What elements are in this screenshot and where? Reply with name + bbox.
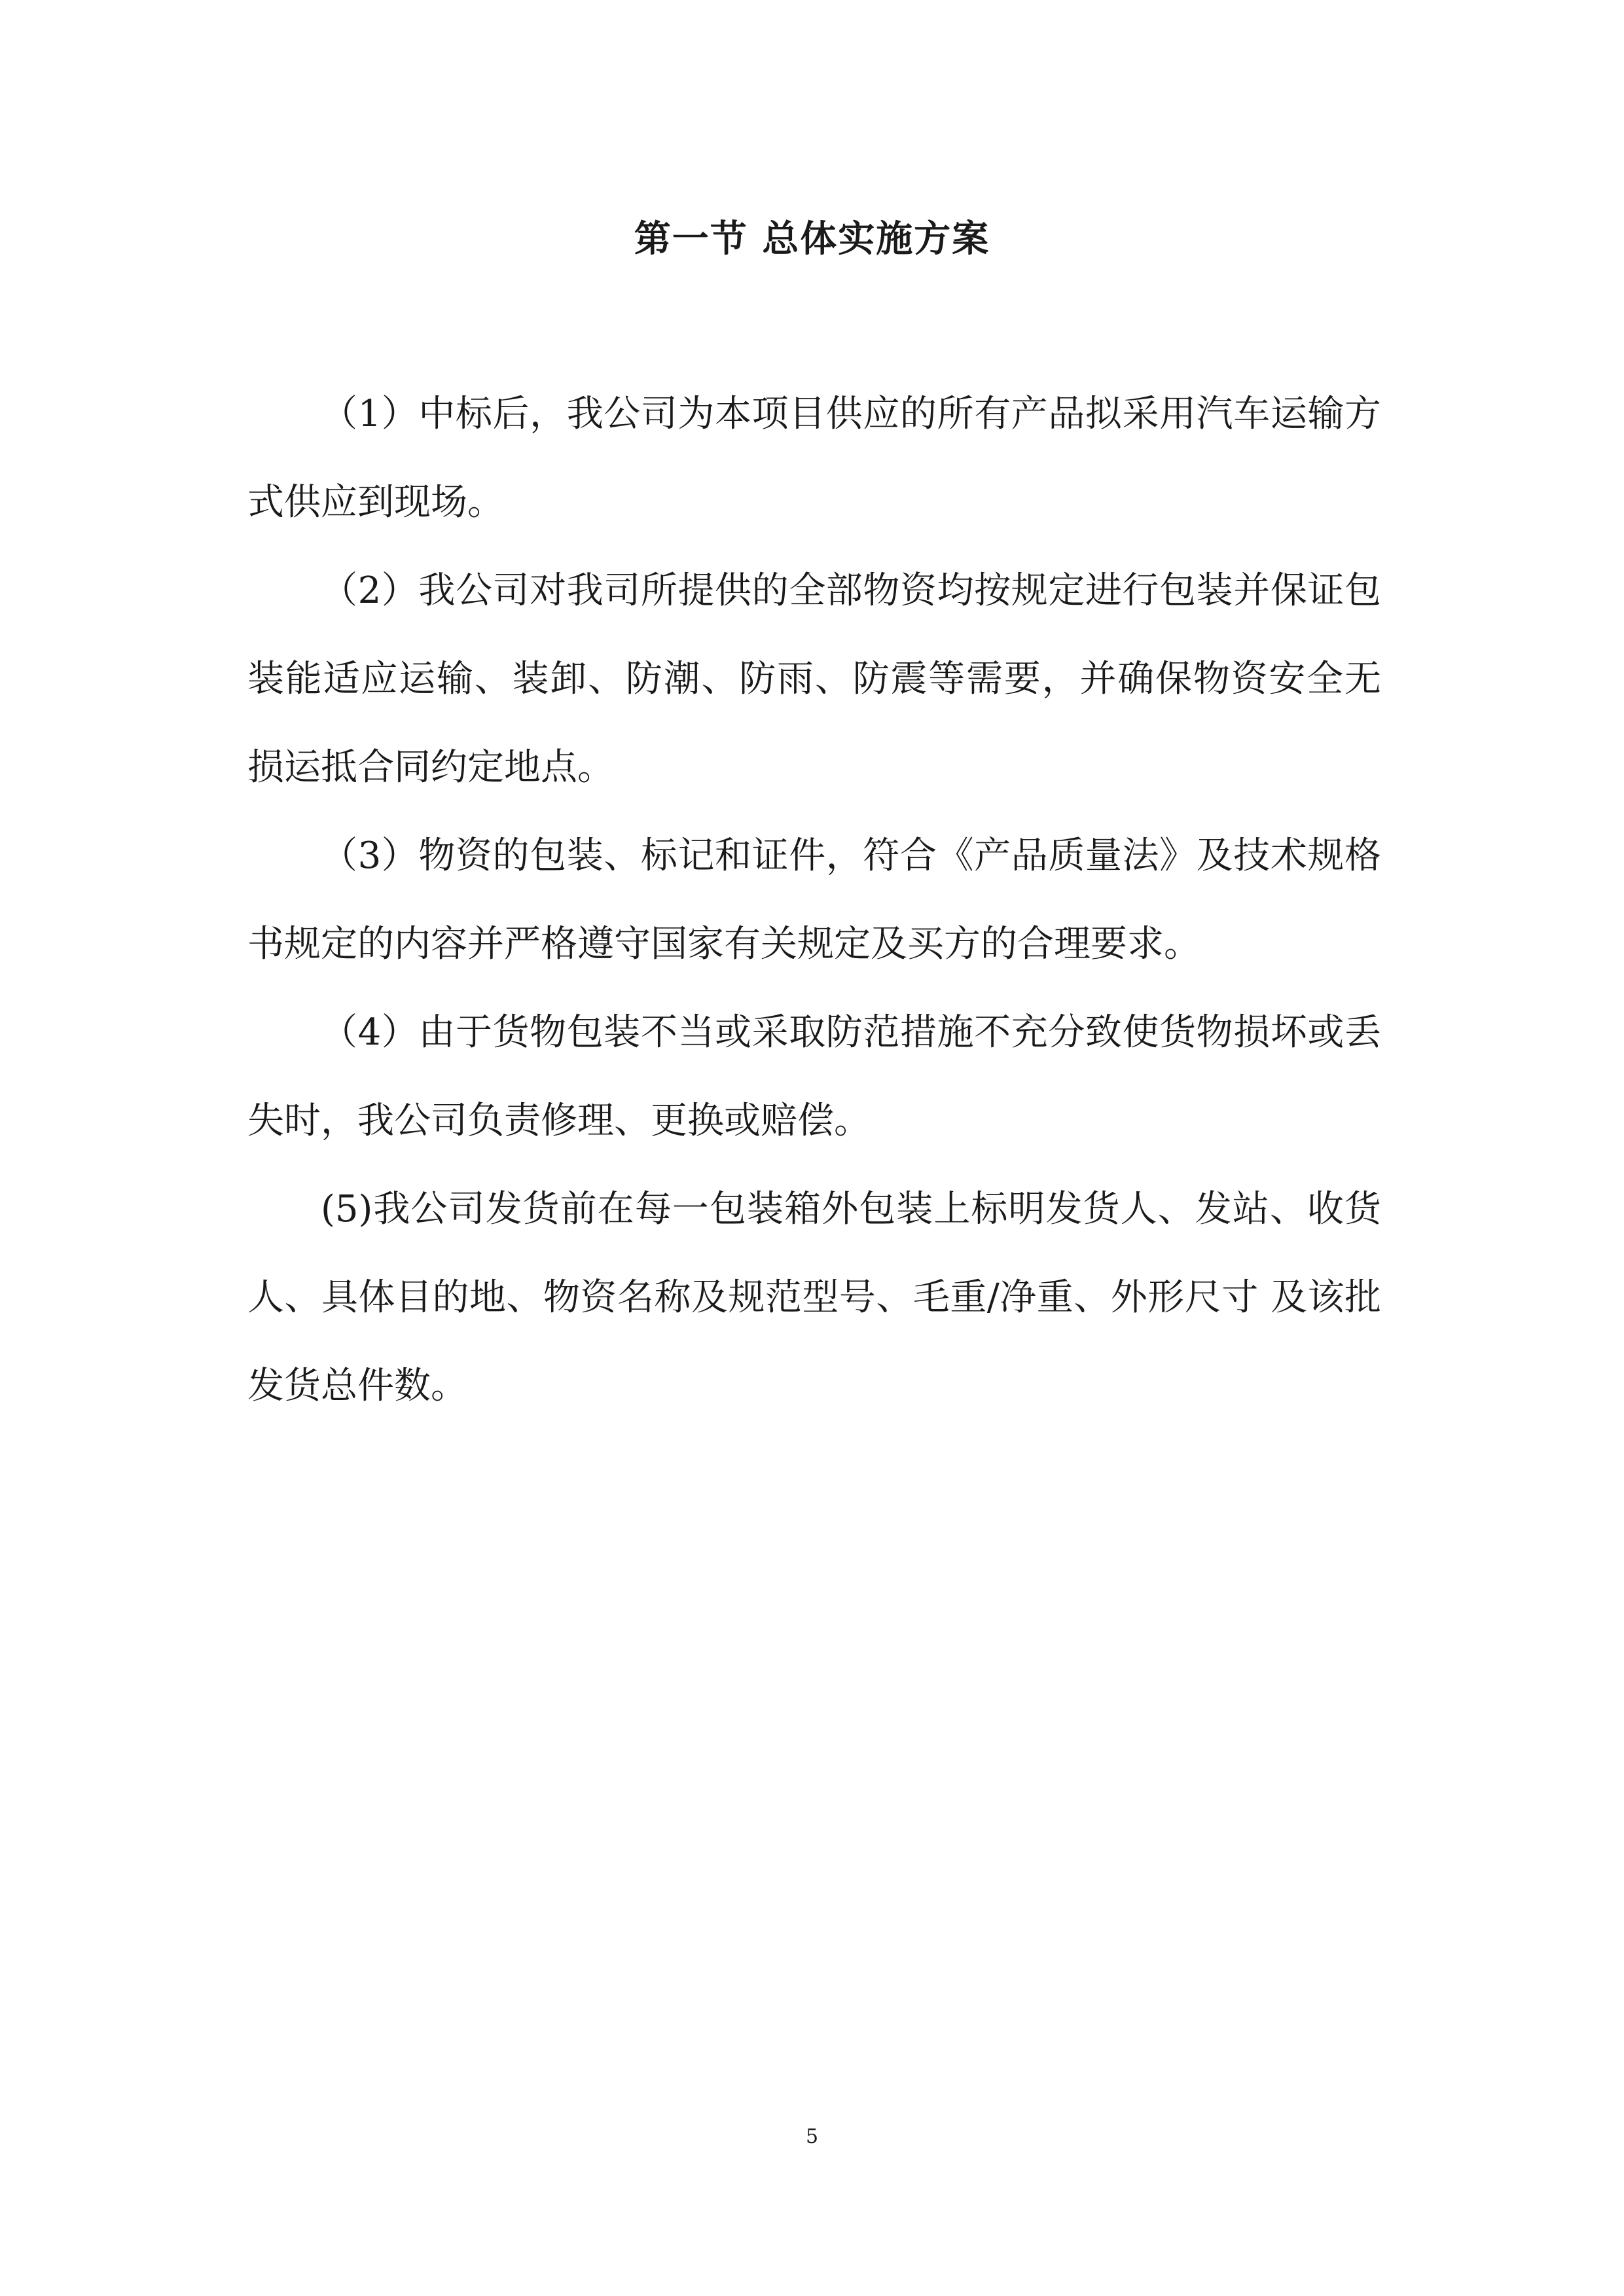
document-body (247, 370, 1381, 1430)
paragraph-3: （3）物资的包装、标记和证件，符合《产品质量法》及技术规格书规定的内容并严格遵守国家有关规定及买方的合理要求。 (247, 834, 1381, 965)
paragraph-4: （4）由于货物包装不当或采取防范措施不充分致使货物损坏或丢失时，我公司负责修理、更换或赔偿。 (247, 1011, 1381, 1142)
paragraph-5: (5)我公司发货前在每一包装箱外包装上标明发货人、发站、收货人、具体目的地、物资名称及规范型号、毛重/净重、外形尺寸 及该批发货总件数。 (247, 1188, 1381, 1407)
section-title: 第一节 总体实施方案 (634, 217, 990, 260)
paragraph-1: （1）中标后，我公司为本项目供应的所有产品拟采用汽车运输方式供应到现场。 (247, 393, 1381, 524)
page-number: 5 (805, 2125, 819, 2148)
paragraph-2: （2）我公司对我司所提供的全部物资均按规定进行包装并保证包装能适应运输、装卸、防潮、防雨、防震等需要，并确保物资安全无损运抵合同约定地点。 (247, 569, 1381, 789)
